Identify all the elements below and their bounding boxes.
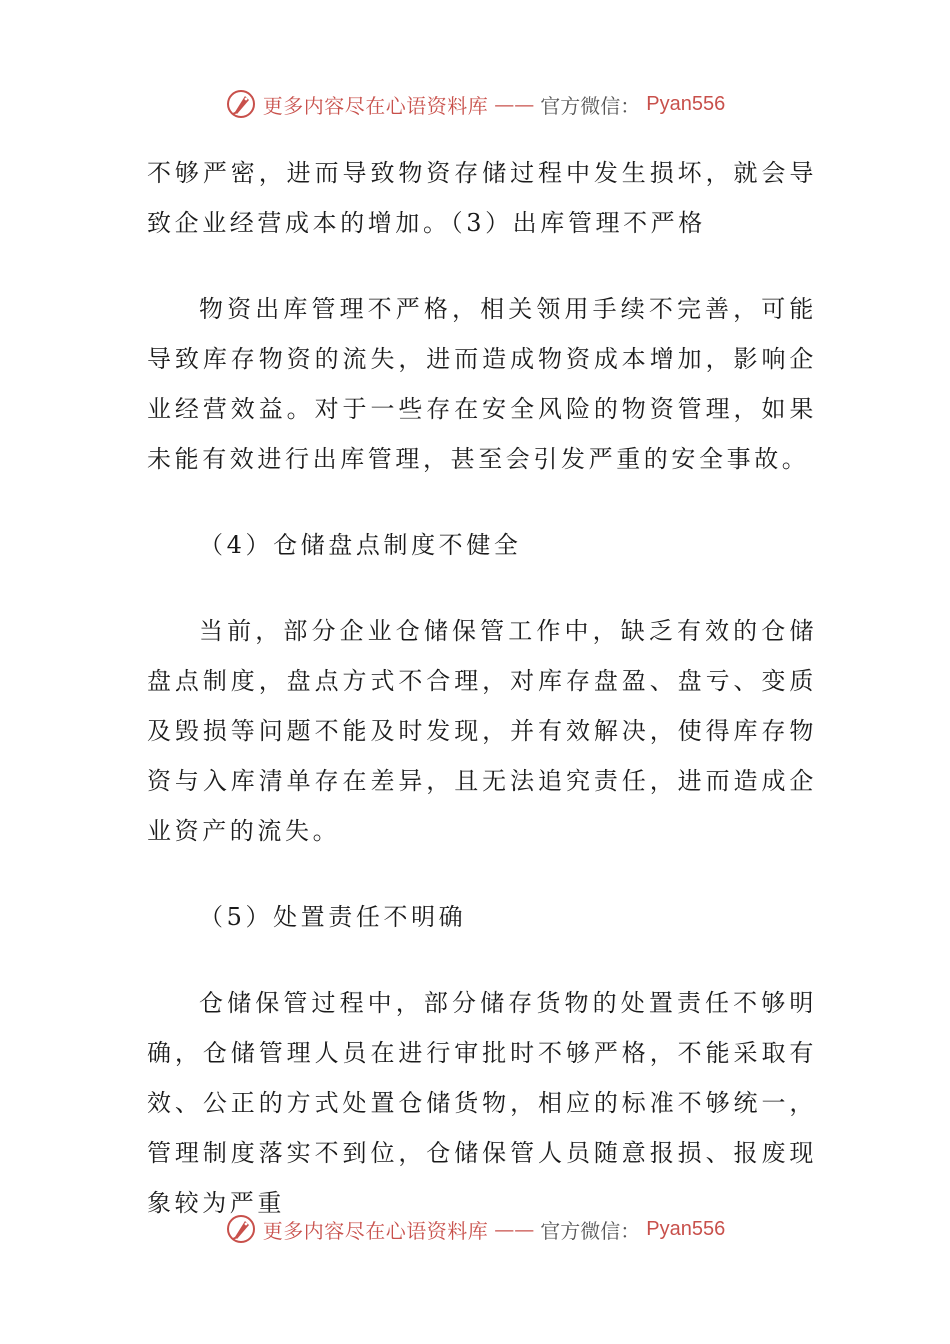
footer-banner [0,1211,950,1247]
header-brand-text: 更多内容尽在心语资料库 [262,93,489,118]
pen-nib-logo-icon [225,88,257,120]
paragraph-4: 仓储保管过程中，部分储存货物的处置责任不够明确，仓储管理人员在进行审批时不够严格，不能采取有效、公正的方式处置仓储货物，相应的标准不够统一，管理制度落实不到位，仓储保管人员随意报损、报废现象较为严重 [147,989,817,1217]
section-heading-4: （4）仓储盘点制度不健全 [199,531,522,559]
pen-nib-logo-icon [225,1213,257,1245]
paragraph-2: 物资出库管理不严格，相关领用手续不完善，可能导致库存物资的流失，进而造成物资成本增加，影响企业经营效益。对于一些存在安全风险的物资管理，如果未能有效进行出库管理，甚至会引发严重的安全事故。 [147,295,817,473]
paragraph-3: 当前，部分企业仓储保管工作中，缺乏有效的仓储盘点制度，盘点方式不合理，对库存盘盈、盘亏、变质及毁损等问题不能及时发现，并有效解决，使得库存物资与入库清单存在差异，且无法追究责任，进而造成企业资产的流失。 [147,617,817,845]
spacer [147,484,817,520]
spacer [147,248,817,284]
footer-official-label: 官方微信： [540,1218,641,1243]
document-body [147,148,817,1228]
footer-dash: —— [494,1217,535,1241]
spacer [147,570,817,606]
header-wechat-id: Pyan556 [646,92,726,115]
section-heading-5: （5）处置责任不明确 [199,903,467,931]
header-dash: —— [494,92,535,116]
footer-wechat-id: Pyan556 [646,1217,726,1240]
spacer [147,856,817,892]
spacer [147,942,817,978]
paragraph-1: 不够严密，进而导致物资存储过程中发生损坏，就会导致企业经营成本的增加。（3）出库管理不严格 [147,159,817,237]
footer-brand-text: 更多内容尽在心语资料库 [262,1218,489,1243]
header-official-label: 官方微信： [540,93,641,118]
header-banner [0,86,950,122]
